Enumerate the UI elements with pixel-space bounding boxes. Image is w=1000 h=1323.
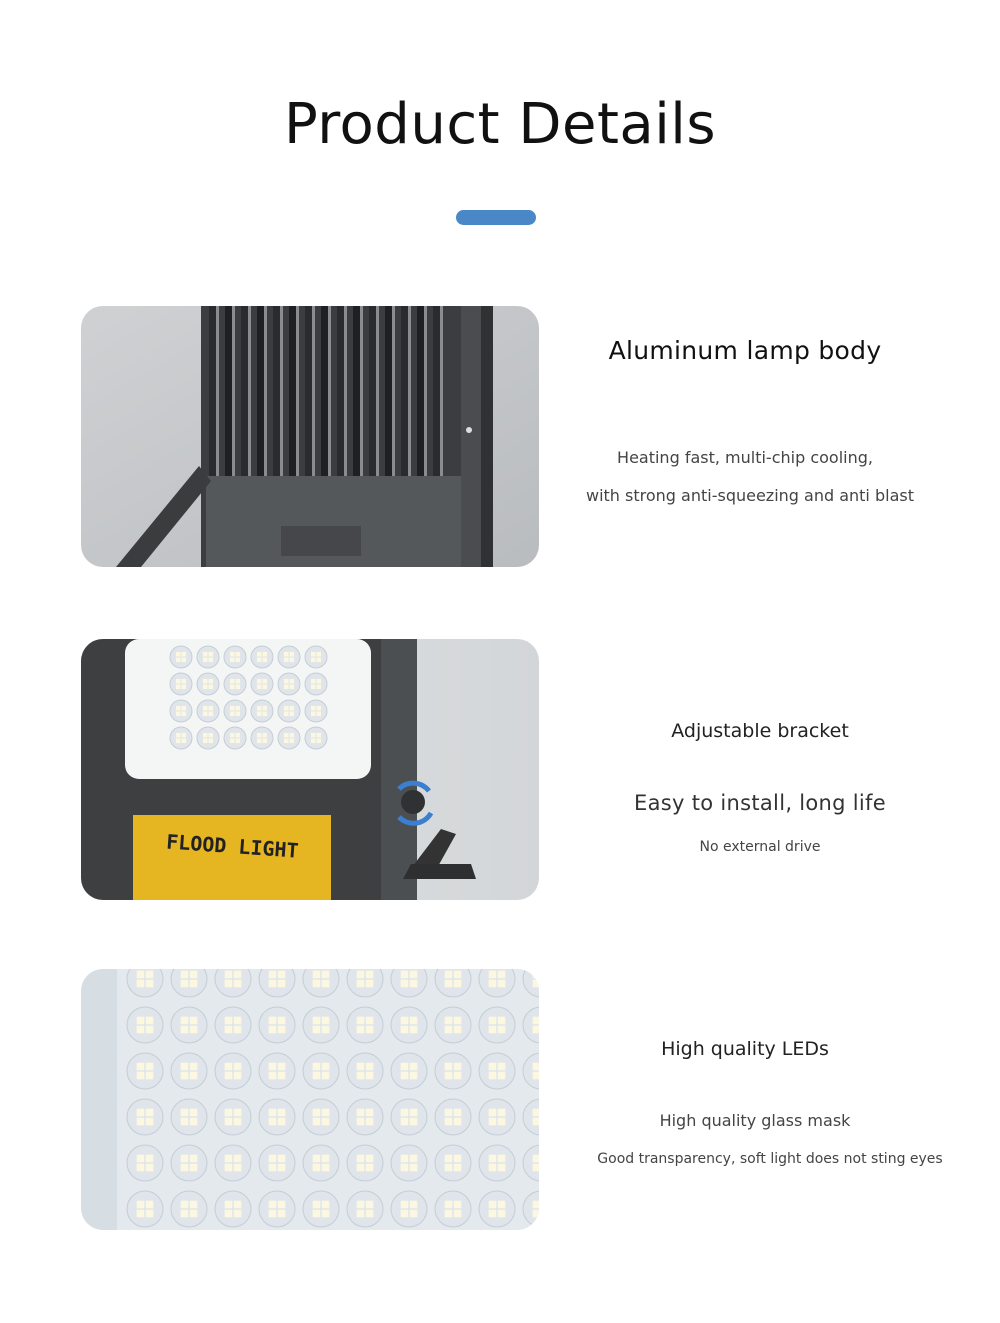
flood-light-label: FLOOD LIGHT [165, 829, 300, 863]
bracket-photo [81, 639, 539, 900]
feature-line: No external drive [699, 839, 821, 855]
feature-heading: Adjustable bracket [671, 720, 849, 742]
led-array-photo [81, 969, 539, 1230]
feature-tagline: Easy to install, long life [634, 791, 886, 815]
feature-tagline: High quality glass mask [659, 1111, 851, 1130]
feature-heading: High quality LEDs [661, 1038, 829, 1060]
accent-bar [456, 210, 536, 225]
feature-heading: Aluminum lamp body [608, 336, 882, 365]
page-title: Product Details [283, 92, 717, 157]
feature-line: Heating fast, multi-chip cooling, [617, 448, 873, 467]
heatsink-fins-photo [81, 306, 539, 567]
feature-line: with strong anti-squeezing and anti blast [586, 486, 914, 505]
feature-line: Good transparency, soft light does not sting eyes [597, 1151, 943, 1167]
